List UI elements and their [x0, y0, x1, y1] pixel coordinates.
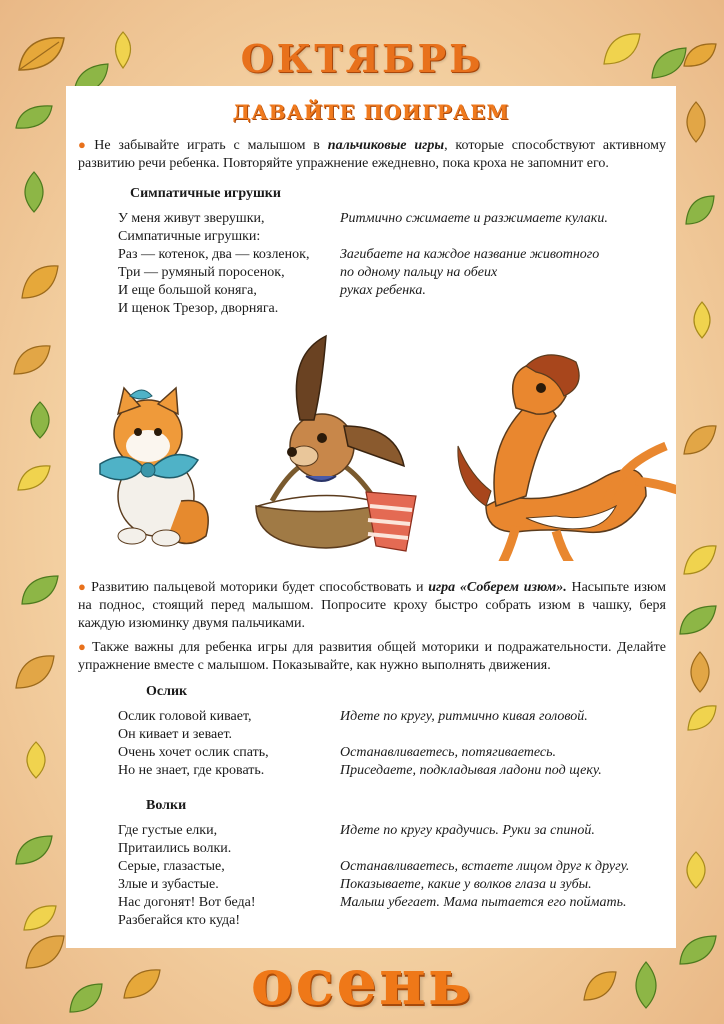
leaf-icon — [684, 700, 720, 736]
leaf-icon — [20, 400, 60, 440]
raisin-game-paragraph: ● Развитию пальцевой моторики будет способствовать и игра «Соберем изюм». Насыпьте изюм на поднос, стоящий перед малышом. Попросите кроху быстро собрать изюм в чашку, беря каждую изюминку двумя пальчиками. — [78, 579, 666, 631]
bullet-icon: ● — [78, 639, 88, 654]
game-title: Волки — [146, 798, 187, 813]
motor-skills-paragraph: ● Также важны для ребенка игры для развития общей моторики и подражательности. Делайте упражнение вместе с малышом. Показывайте, как нужно выполнять движения. — [78, 639, 666, 673]
leaf-icon — [16, 740, 56, 780]
bullet-icon: ● — [78, 579, 88, 594]
content-panel — [66, 86, 676, 948]
leaf-icon — [684, 300, 720, 340]
game-instructions: Идете по кругу крадучись. Руки за спиной. Останавливаетесь, встаете лицом друг к другу. Показываете, какие у волков глаза и зубы. Малыш убегает. Мама пытается его поймать. — [340, 823, 630, 910]
puppy-illustration — [256, 336, 416, 551]
game-instructions: Ритмично сжимаете и разжимаете кулаки. Загибаете на каждое название животного по одному пальцу на обеих руках ребенка. — [340, 211, 608, 298]
game-verse: Где густые елки, Притаились волки. Серые, глазастые, Злые и зубастые. Нас догонят! Вот беда! Разбегайся кто куда! — [118, 823, 256, 928]
leaf-icon — [680, 650, 720, 694]
month-title: ОКТЯБРЬ — [240, 36, 484, 81]
leaf-icon — [12, 830, 56, 870]
game-verse: Ослик головой кивает, Он кивает и зевает. Очень хочет ослик спать, Но не знает, где кровать. — [118, 709, 269, 778]
game-instructions: Идете по кругу, ритмично кивая головой. Останавливаетесь, потягиваетесь. Приседаете, подкладывая ладони под щеку. — [340, 709, 602, 778]
game-verse: У меня живут зверушки, Симпатичные игрушки: Раз — котенок, два — козленок, Три — румяный поросенок, И еще большой коняга, И щенок Трезор, дворняга. — [118, 211, 310, 316]
leaf-icon — [14, 460, 54, 496]
bullet-icon: ● — [78, 137, 91, 152]
leaf-icon — [676, 600, 720, 640]
leaf-icon — [14, 170, 54, 214]
leaf-icon — [18, 570, 62, 610]
leaf-icon — [676, 100, 716, 144]
leaf-icon — [680, 420, 720, 460]
intro-paragraph: ● Не забывайте играть с малышом в пальчиковые игры, которые способствуют активному развитию речи ребенка. Повторяйте упражнение ежедневно, пока кроха не запомнит его. — [78, 137, 667, 171]
kitten-illustration — [100, 388, 208, 546]
animals-illustration — [86, 296, 676, 561]
season-title: осень — [250, 945, 474, 1020]
leaf-icon — [12, 650, 58, 694]
leaf-icon — [18, 260, 62, 304]
leaf-icon — [682, 190, 718, 230]
foal-illustration — [458, 355, 676, 561]
leaf-icon — [10, 340, 54, 380]
leaf-icon — [676, 850, 716, 890]
page-subtitle: ДАВАЙТЕ ПОИГРАЕМ — [232, 100, 510, 124]
game-title: Симпатичные игрушки — [130, 186, 281, 201]
leaf-icon — [680, 540, 720, 580]
game-title: Ослик — [146, 684, 188, 699]
leaf-icon — [12, 100, 56, 134]
